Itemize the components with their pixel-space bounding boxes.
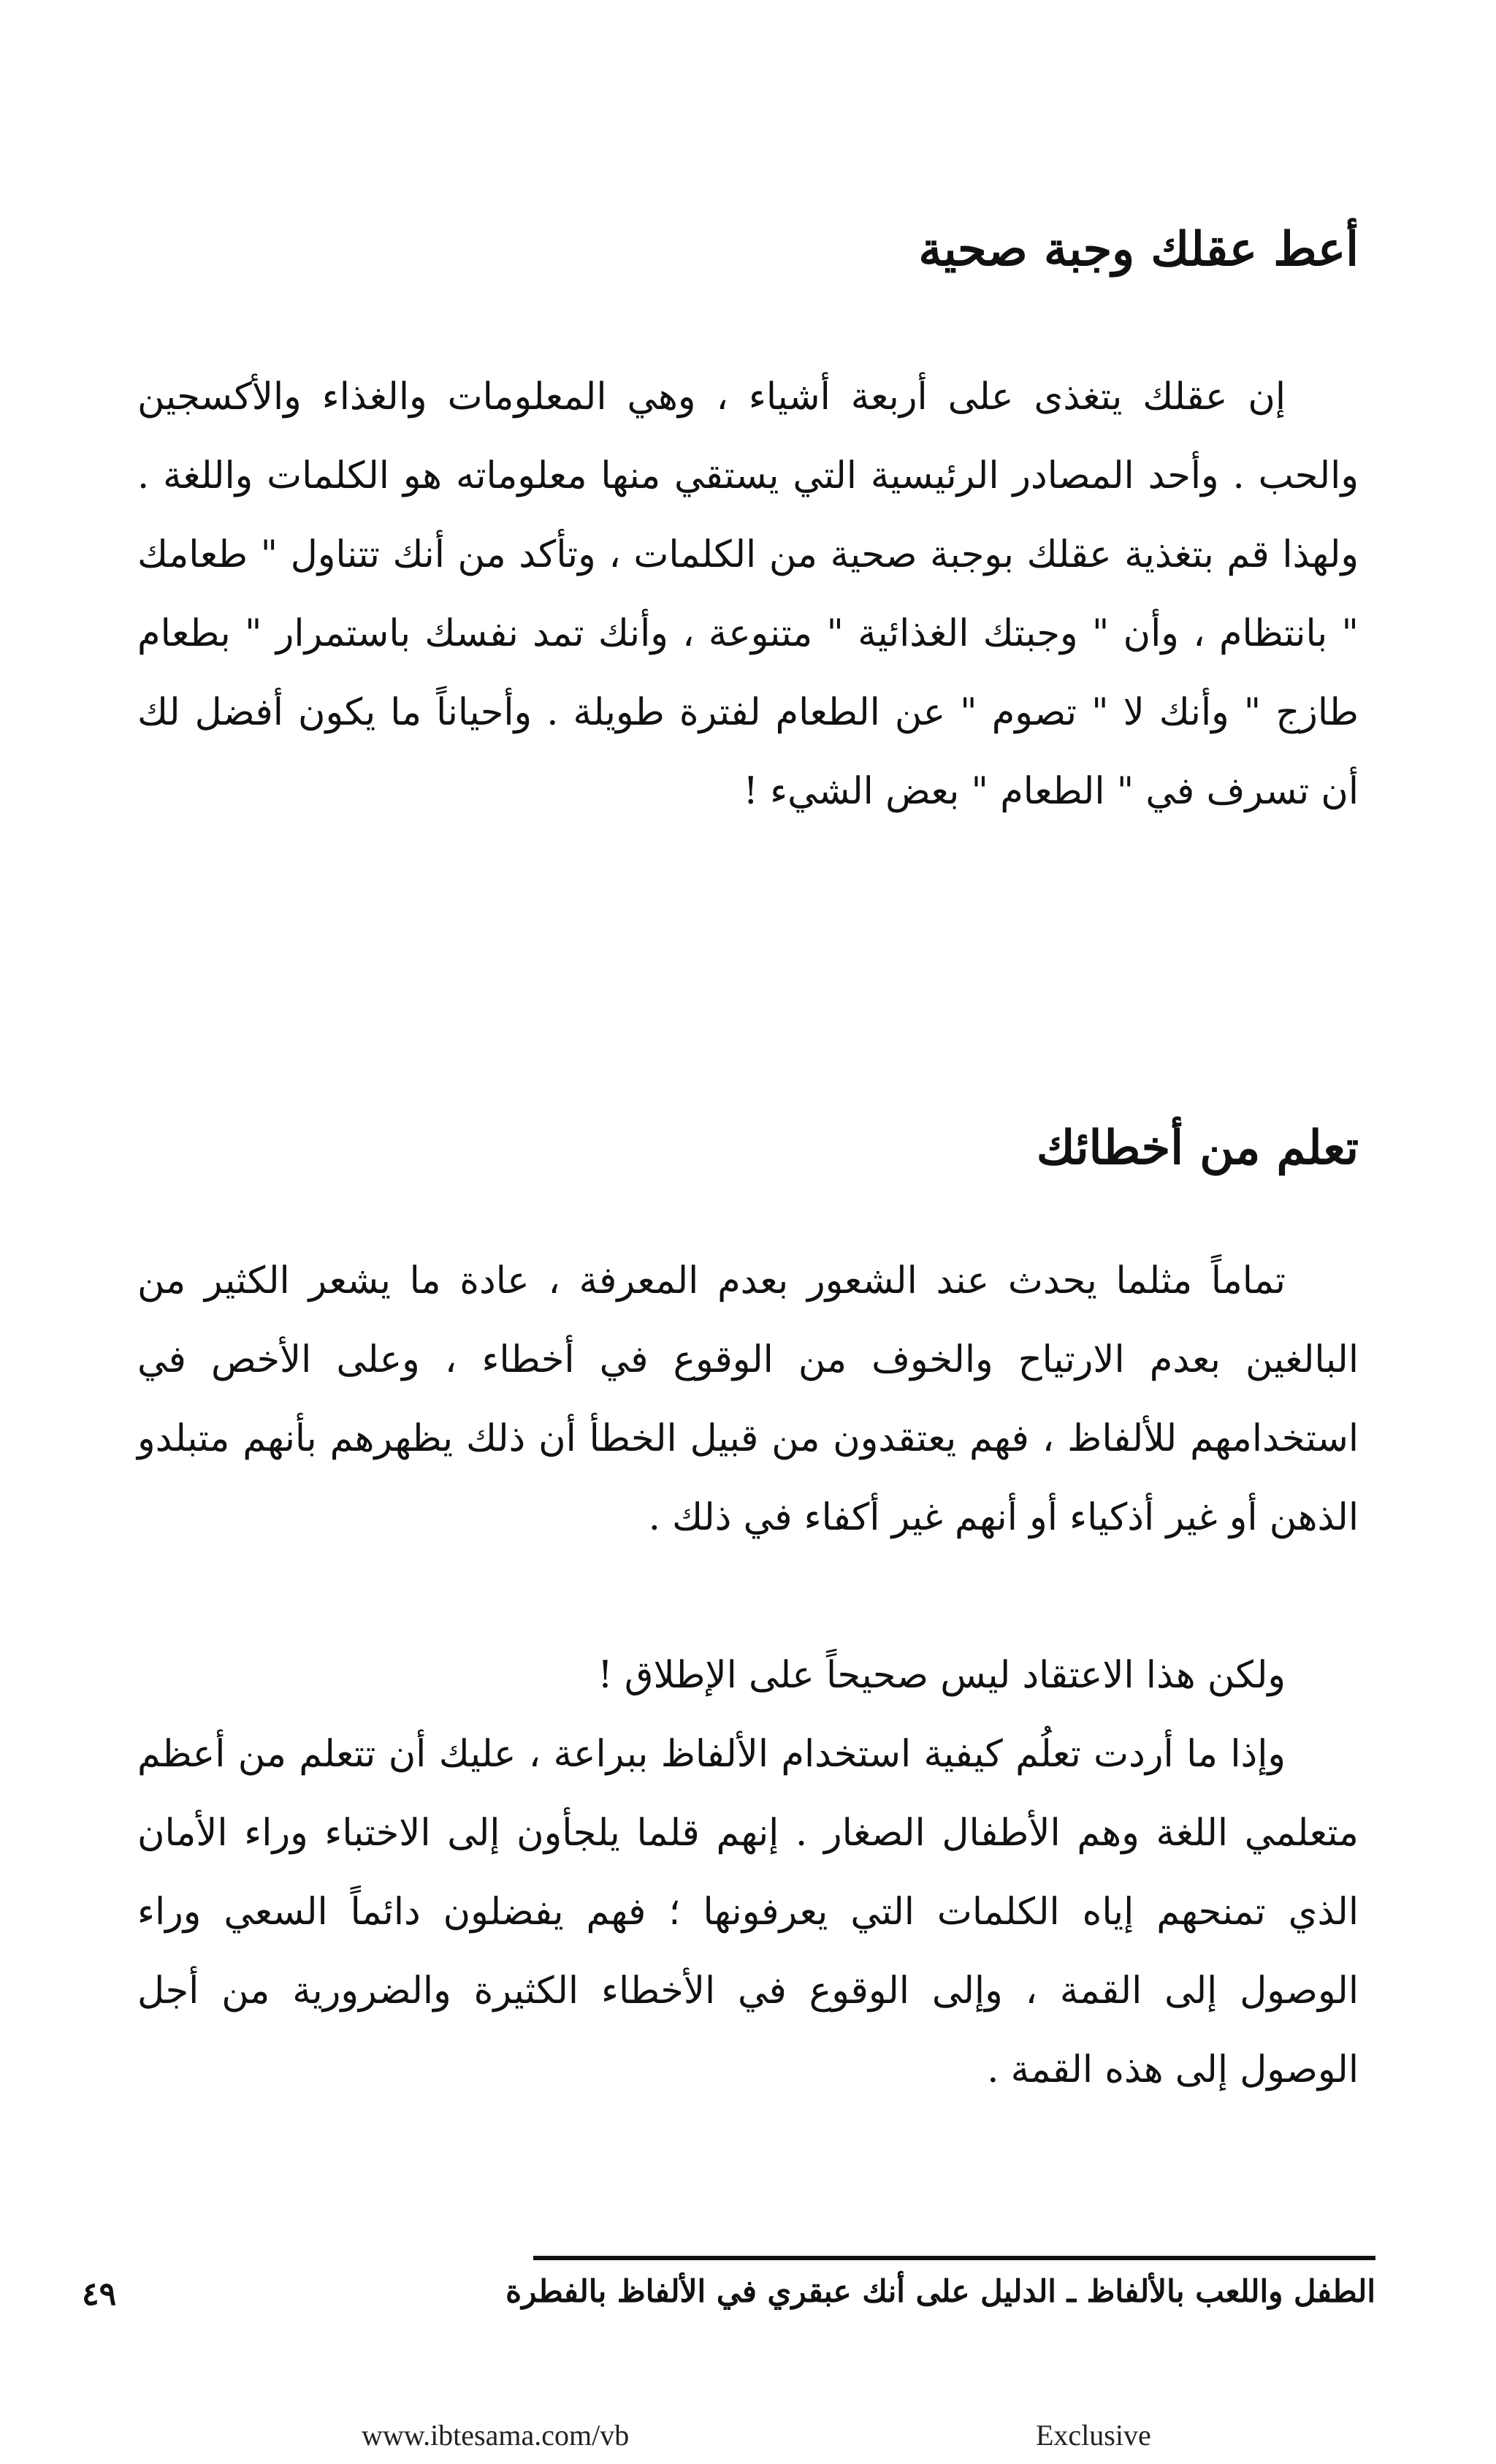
section-paragraph: تماماً مثلما يحدث عند الشعور بعدم المعرفة ، عادة ما يشعر الكثير من البالغين بعدم الارتياح والخوف من الوقوع في أخطاء ، وعلى الأخص في استخدامهم للألفاظ ، فهم يعتقدون من قبيل الخطأ أن ذلك يظهرهم بأنهم متبلدو الذهن أو غير أذكياء أو أنهم غير أكفاء في ذلك .	[137, 1259, 1359, 1539]
section-paragraph: ولكن هذا الاعتقاد ليس صحيحاً على الإطلاق !	[598, 1654, 1286, 1697]
section-heading-learn-from-mistakes: تعلم من أخطائك	[1036, 1121, 1359, 1175]
page-number: ٤٩	[82, 2276, 117, 2313]
running-footer-book-title: الطفل واللعب بالألفاظ ـ الدليل على أنك عبقري في الألفاظ بالفطرة	[505, 2273, 1375, 2309]
section-paragraph: وإذا ما أردت تعلُم كيفية استخدام الألفاظ ببراعة ، عليك أن تتعلم من أعظم متعلمي اللغة وهم الأطفال الصغار . إنهم قلما يلجأون إلى الاختباء وراء الأمان الذي تمنحهم إياه الكلمات التي يعرفونها ؛ فهم يفضلون دائماً السعي وراء الوصول إلى القمة ، وإلى الوقوع في الأخطاء الكثيرة والضرورية من أجل الوصول إلى هذه القمة .	[137, 1733, 1359, 2091]
section-paragraph: إن عقلك يتغذى على أربعة أشياء ، وهي المعلومات والغذاء والأكسجين والحب . وأحد المصادر الرئيسية التي يستقي منها معلوماته هو الكلمات واللغة . ولهذا قم بتغذية عقلك بوجبة صحية من الكلمات ، وتأكد من أنك تتناول " طعامك " بانتظام ، وأن " وجبتك الغذائية " متنوعة ، وأنك تمد نفسك باستمرار " بطعام طازج " وأنك لا " تصوم " عن الطعام لفترة طويلة . وأحياناً ما يكون أفضل لك أن تسرف في " الطعام " بعض الشيء !	[137, 375, 1359, 813]
section-heading-healthy-meal: أعط عقلك وجبة صحية	[918, 222, 1359, 277]
watermark-label: Exclusive	[1036, 2419, 1151, 2452]
footer-rule	[533, 2256, 1375, 2260]
watermark-site: www.ibtesama.com/vb	[362, 2419, 630, 2452]
